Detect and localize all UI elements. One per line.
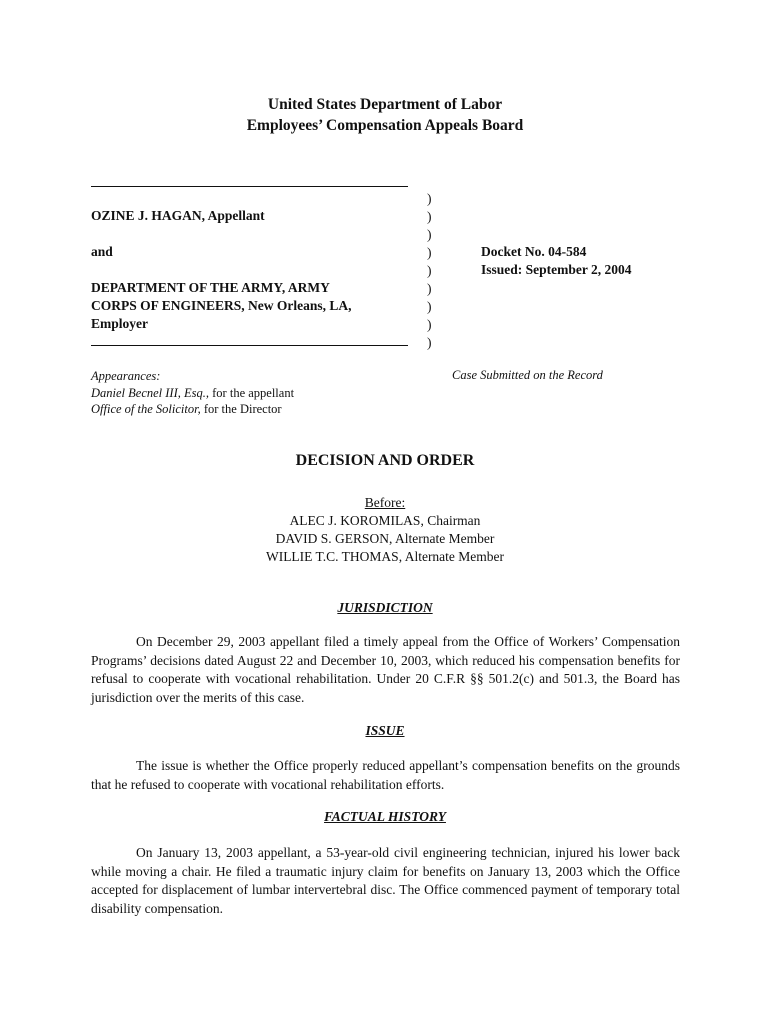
panel-member: DAVID S. GERSON, Alternate Member [275,531,495,546]
appellant-name: OZINE J. HAGAN, Appellant [91,208,265,223]
agency-header [0,94,770,136]
paren: ) [427,209,432,224]
director-counsel: Office of the Solicitor, [91,402,201,416]
issue-paragraph: The issue is whether the Office properly reduced appellant’s compensation benefits on the grounds that he refused to cooperate with vocational rehabilitation efforts. [91,758,680,792]
jurisdiction-heading: JURISDICTION [337,600,433,615]
case-submitted-note: Case Submitted on the Record [452,368,603,382]
caption-rule-bottom [91,345,408,346]
factual-history-heading: FACTUAL HISTORY [324,809,446,824]
director-counsel-role: for the Director [200,402,282,416]
panel-member: WILLIE T.C. THOMAS, Alternate Member [265,549,505,564]
docket-block [481,243,632,279]
paren: ) [427,299,432,314]
paren: ) [427,317,432,332]
panel-member: ALEC J. KOROMILAS, Chairman [289,513,481,528]
board-panel [0,494,770,566]
factual-history-paragraph: On January 13, 2003 appellant, a 53-year-old civil engineering technician, injured his lower back while moving a chair. He filed a traumatic injury claim for benefits on January 13, 2003 which the Office accepted for displacement of lumbar intervertebral disc. The Office commenced payment of temporary total disability compensation. [91,845,680,916]
employer-name [91,279,352,333]
caption-rule-top [91,186,408,187]
board-name: Employees’ Compensation Appeals Board [246,117,524,134]
caption-and: and [91,244,113,259]
before-label: Before: [364,495,406,510]
paren: ) [427,335,432,350]
paren: ) [427,263,432,278]
docket-number: Docket No. 04-584 [481,244,587,259]
appearances-label: Appearances: [91,369,161,383]
jurisdiction-paragraph: On December 29, 2003 appellant filed a timely appeal from the Office of Workers’ Compensation Programs’ decisions dated August 22 and December 10, 2003, which reduced his compensation benefits for refusal to cooperate with vocational rehabilitation. Under 20 C.F.R §§ 501.2(c) and 501.3, the Board has jurisdiction over the merits of this case. [91,634,680,705]
employer-line-1: DEPARTMENT OF THE ARMY, ARMY [91,280,330,295]
employer-line-3: Employer [91,316,148,331]
appellant-counsel-role: for the appellant [209,385,295,400]
issue-heading: ISSUE [365,723,405,738]
agency-name: United States Department of Labor [267,96,503,113]
paren: ) [427,245,432,260]
decision-title: DECISION AND ORDER [295,452,475,469]
appellant-counsel: Daniel Becnel III, Esq., [91,385,210,400]
paren: ) [427,191,432,206]
paren: ) [427,227,432,242]
paren: ) [427,281,432,296]
employer-line-2: CORPS OF ENGINEERS, New Orleans, LA, [91,298,352,313]
appearances [91,368,294,418]
caption-parentheses [427,190,432,352]
issued-date: Issued: September 2, 2004 [481,262,632,277]
